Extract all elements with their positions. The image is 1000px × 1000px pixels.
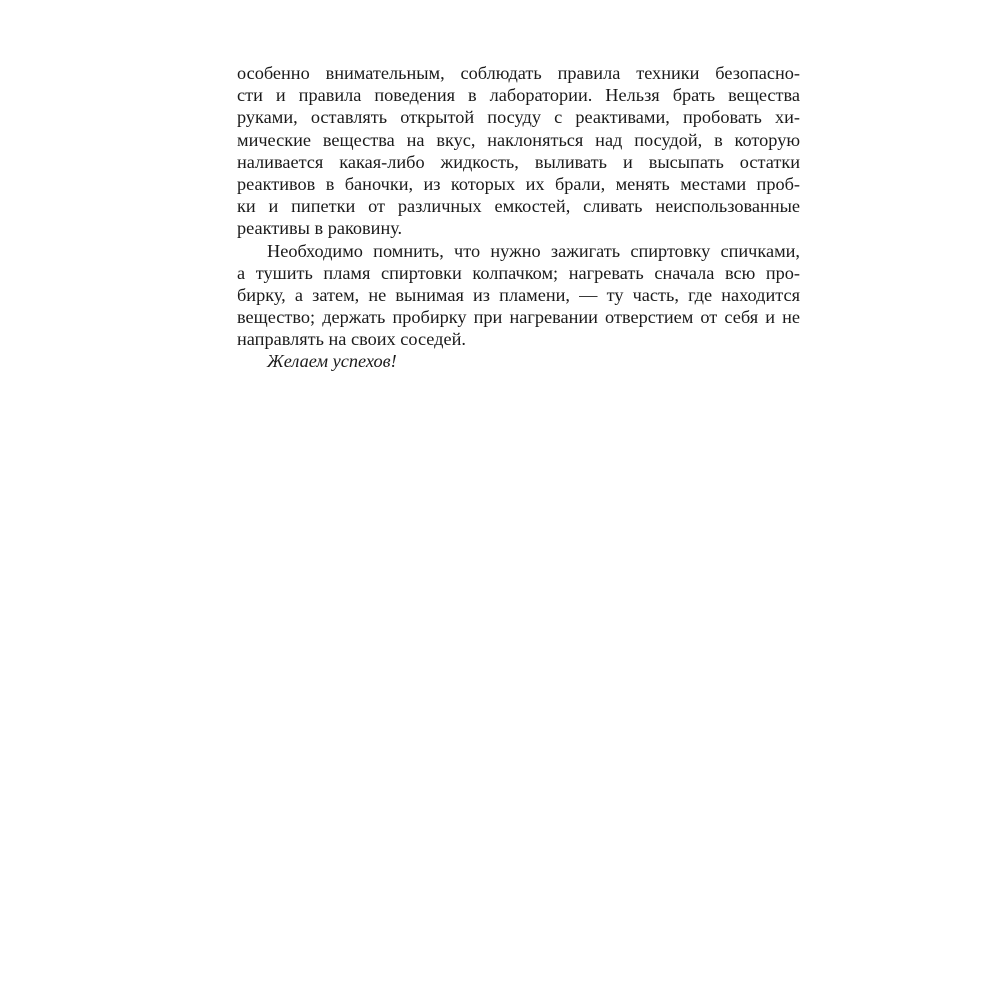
text-line: а тушить пламя спиртовки колпачком; нагревать сначала всю про- xyxy=(237,262,800,283)
text-line: реактивы в раковину. xyxy=(237,218,403,239)
closing-wish: Желаем успехов! xyxy=(267,351,397,372)
text-line: реактивов в баночки, из которых их брали, менять местами проб- xyxy=(237,173,800,194)
text-line: наливается какая-либо жидкость, выливать и высыпать остатки xyxy=(237,151,800,172)
text-line: руками, оставлять открытой посуду с реактивами, пробовать хи- xyxy=(237,107,800,128)
page-text xyxy=(237,62,800,373)
text-line: мические вещества на вкус, наклоняться над посудой, в которую xyxy=(237,129,800,150)
text-line: бирку, а затем, не вынимая из пламени, — ту часть, где находится xyxy=(237,284,800,305)
text-line: ки и пипетки от различных емкостей, сливать неиспользованные xyxy=(237,196,800,217)
text-line: вещество; держать пробирку при нагревании отверстием от себя и не xyxy=(237,307,800,328)
paragraph-closing-wish xyxy=(237,350,800,372)
text-line: особенно внимательным, соблюдать правила техники безопасно- xyxy=(237,63,800,83)
text-line: Необходимо помнить, что нужно зажигать спиртовку спичками, xyxy=(267,240,800,261)
text-line: сти и правила поведения в лаборатории. Нельзя брать вещества xyxy=(237,85,800,106)
paragraph-safety-rules xyxy=(237,62,800,240)
text-line: направлять на своих соседей. xyxy=(237,329,466,350)
paragraph-spirit-lamp xyxy=(237,240,800,351)
